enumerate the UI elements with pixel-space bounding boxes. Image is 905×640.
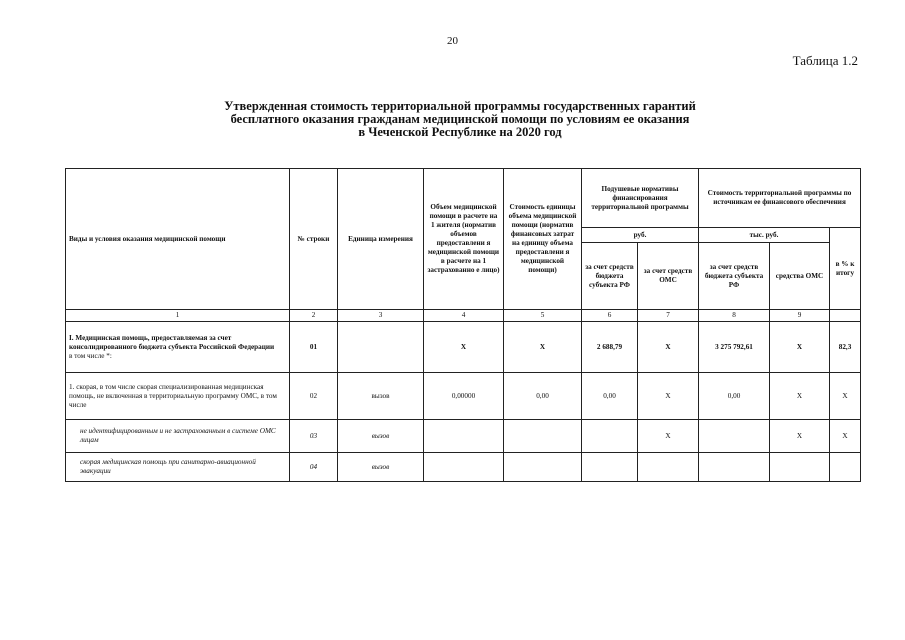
table-row	[66, 322, 861, 373]
row-cost	[504, 453, 582, 482]
row-percent: X	[830, 420, 861, 453]
document-title	[150, 100, 770, 139]
row-pr-budget	[699, 453, 770, 482]
row-pc-oms: X	[638, 322, 699, 373]
row-name	[66, 322, 290, 373]
row-pr-oms: X	[770, 322, 830, 373]
page-number: 20	[447, 35, 458, 47]
row-percent	[830, 453, 861, 482]
header-percent: в % к итогу	[830, 228, 861, 310]
column-number: 6	[582, 310, 638, 322]
row-name: 1. скорая, в том числе скорая специализированная медицинская помощь, не включенная в территориальную программу ОМС, в том числе	[66, 373, 290, 420]
header-row-no: № строки	[290, 169, 338, 310]
row-pc-oms: X	[638, 373, 699, 420]
row-pc-oms	[638, 453, 699, 482]
row-pr-oms	[770, 453, 830, 482]
row-cost: 0,00	[504, 373, 582, 420]
row-pc-budget	[582, 453, 638, 482]
row-pr-oms: X	[770, 420, 830, 453]
row-unit	[338, 322, 424, 373]
header-oms-2: средства ОМС	[770, 243, 830, 310]
row-pr-oms: X	[770, 373, 830, 420]
column-number: 5	[504, 310, 582, 322]
row-pr-budget	[699, 420, 770, 453]
row-cost: X	[504, 322, 582, 373]
header-unit: Единица измерения	[338, 169, 424, 310]
header-rub: руб.	[582, 228, 699, 243]
row-percent: X	[830, 373, 861, 420]
row-percent: 82,3	[830, 322, 861, 373]
header-program-cost: Стоимость территориальной программы по источникам ее финансового обеспечения	[699, 169, 861, 228]
header-volume: Объем медицинской помощи в расчете на 1 жителя (норматив объемов предоставлени я медицинской помощи в расчете на 1 застрахованно е лицо)	[424, 169, 504, 310]
row-unit: вызов	[338, 373, 424, 420]
header-oms: за счет средств ОМС	[638, 243, 699, 310]
header-types: Виды и условия оказания медицинской помощи	[66, 169, 290, 310]
row-no: 03	[290, 420, 338, 453]
row-unit: вызов	[338, 420, 424, 453]
row-name-text: I. Медицинская помощь, предоставляемая за счет консолидированного бюджета субъекта Российской Федерации	[69, 333, 275, 351]
row-cost	[504, 420, 582, 453]
row-pc-budget	[582, 420, 638, 453]
row-unit: вызов	[338, 453, 424, 482]
row-pc-budget: 2 688,79	[582, 322, 638, 373]
row-no: 01	[290, 322, 338, 373]
header-budget-2: за счет средств бюджета субъекта РФ	[699, 243, 770, 310]
table-row	[66, 373, 861, 420]
column-number: 8	[699, 310, 770, 322]
table-row	[66, 420, 861, 453]
header-per-capita: Подушевые нормативы финансирования территориальной программы	[582, 169, 699, 228]
title-line: Утвержденная стоимость территориальной программы государственных гарантий	[224, 99, 696, 113]
row-pc-budget: 0,00	[582, 373, 638, 420]
header-cost: Стоимость единицы объема медицинской помощи (норматив финансовых затрат на единицу объема предоставлени я медицинской помощи)	[504, 169, 582, 310]
column-number: 1	[66, 310, 290, 322]
row-pc-oms: X	[638, 420, 699, 453]
row-pr-budget: 0,00	[699, 373, 770, 420]
column-number: 2	[290, 310, 338, 322]
row-name: не идентифицированным и не застрахованным в системе ОМС лицам	[66, 420, 290, 453]
row-name-sub: в том числе *:	[69, 351, 112, 360]
header-budget: за счет средств бюджета субъекта РФ	[582, 243, 638, 310]
column-number: 3	[338, 310, 424, 322]
column-number-blank	[830, 310, 861, 322]
column-number: 7	[638, 310, 699, 322]
row-volume: X	[424, 322, 504, 373]
row-name: скорая медицинская помощь при санитарно-авиационной эвакуации	[66, 453, 290, 482]
row-no: 04	[290, 453, 338, 482]
cost-table	[65, 168, 861, 482]
column-number: 9	[770, 310, 830, 322]
column-number: 4	[424, 310, 504, 322]
row-volume	[424, 420, 504, 453]
header-thous-rub: тыс. руб.	[699, 228, 830, 243]
title-line: в Чеченской Республике на 2020 год	[358, 125, 562, 139]
row-no: 02	[290, 373, 338, 420]
row-pr-budget: 3 275 792,61	[699, 322, 770, 373]
title-line: бесплатного оказания гражданам медицинской помощи по условиям ее оказания	[230, 112, 690, 126]
row-volume	[424, 453, 504, 482]
table-label: Таблица 1.2	[792, 53, 858, 68]
table-row	[66, 453, 861, 482]
row-volume: 0,00000	[424, 373, 504, 420]
